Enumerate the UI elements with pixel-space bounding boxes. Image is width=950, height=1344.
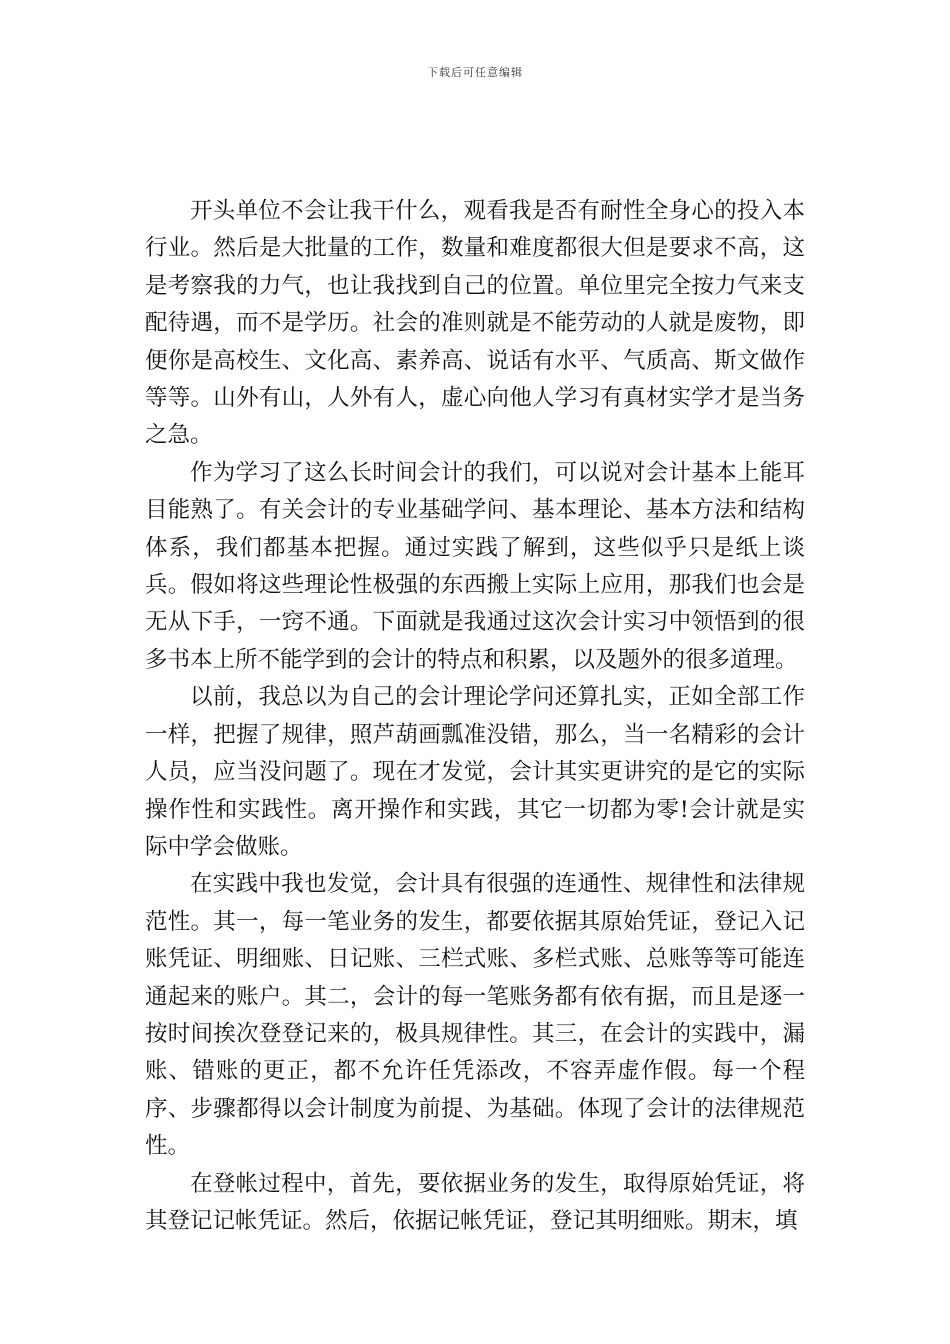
- paragraph-2: 作为学习了这么长时间会计的我们，可以说对会计基本上能耳目能熟了。有关会计的专业基础学问、基本理论、基本方法和结构体系，我们都基本把握。通过实践了解到，这些似乎只是纸上谈兵。假如将这些理论性极强的东西搬上实际上应用，那我们也会是无从下手，一窍不通。下面就是我通过这次会计实习中领悟到的很多书本上所不能学到的会计的特点和积累，以及题外的很多道理。: [145, 459, 805, 673]
- paragraph-3: 以前，我总以为自己的会计理论学问还算扎实，正如全部工作一样，把握了规律，照芦葫画瓢准没错，那么，当一名精彩的会计人员，应当没问题了。现在才发觉，会计其实更讲究的是它的实际操作性和实践性。离开操作和实践，其它一切都为零!会计就是实际中学会做账。: [145, 684, 805, 860]
- paragraph-4: 在实践中我也发觉，会计具有很强的连通性、规律性和法律规范性。其一，每一笔业务的发生，都要依据其原始凭证，登记入记账凭证、明细账、日记账、三栏式账、多栏式账、总账等等可能连通起来的账户。其二，会计的每一笔账务都有依有据，而且是逐一按时间挨次登登记来的，极具规律性。其三，在会计的实践中，漏账、错账的更正，都不允许任凭添改，不容弄虚作假。每一个程序、步骤都得以会计制度为前提、为基础。体现了会计的法律规范性。: [145, 871, 805, 1160]
- paragraph-5: 在登帐过程中，首先，要依据业务的发生，取得原始凭证，将其登记记帐凭证。然后，依据记帐凭证，登记其明细账。期末，填: [145, 1170, 805, 1234]
- paragraph-1: 开头单位不会让我干什么，观看我是否有耐性全身心的投入本行业。然后是大批量的工作，数量和难度都很大但是要求不高，这是考察我的力气，也让我找到自己的位置。单位里完全按力气来支配待遇，而不是学历。社会的准则就是不能劳动的人就是废物，即便你是高校生、文化高、素养高、说话有水平、气质高、斯文做作等等。山外有山，人外有人，虚心向他人学习有真材实学才是当务之急。: [145, 198, 805, 449]
- page-header: 下载后可任意编辑: [427, 66, 523, 79]
- document-body: [145, 193, 805, 1240]
